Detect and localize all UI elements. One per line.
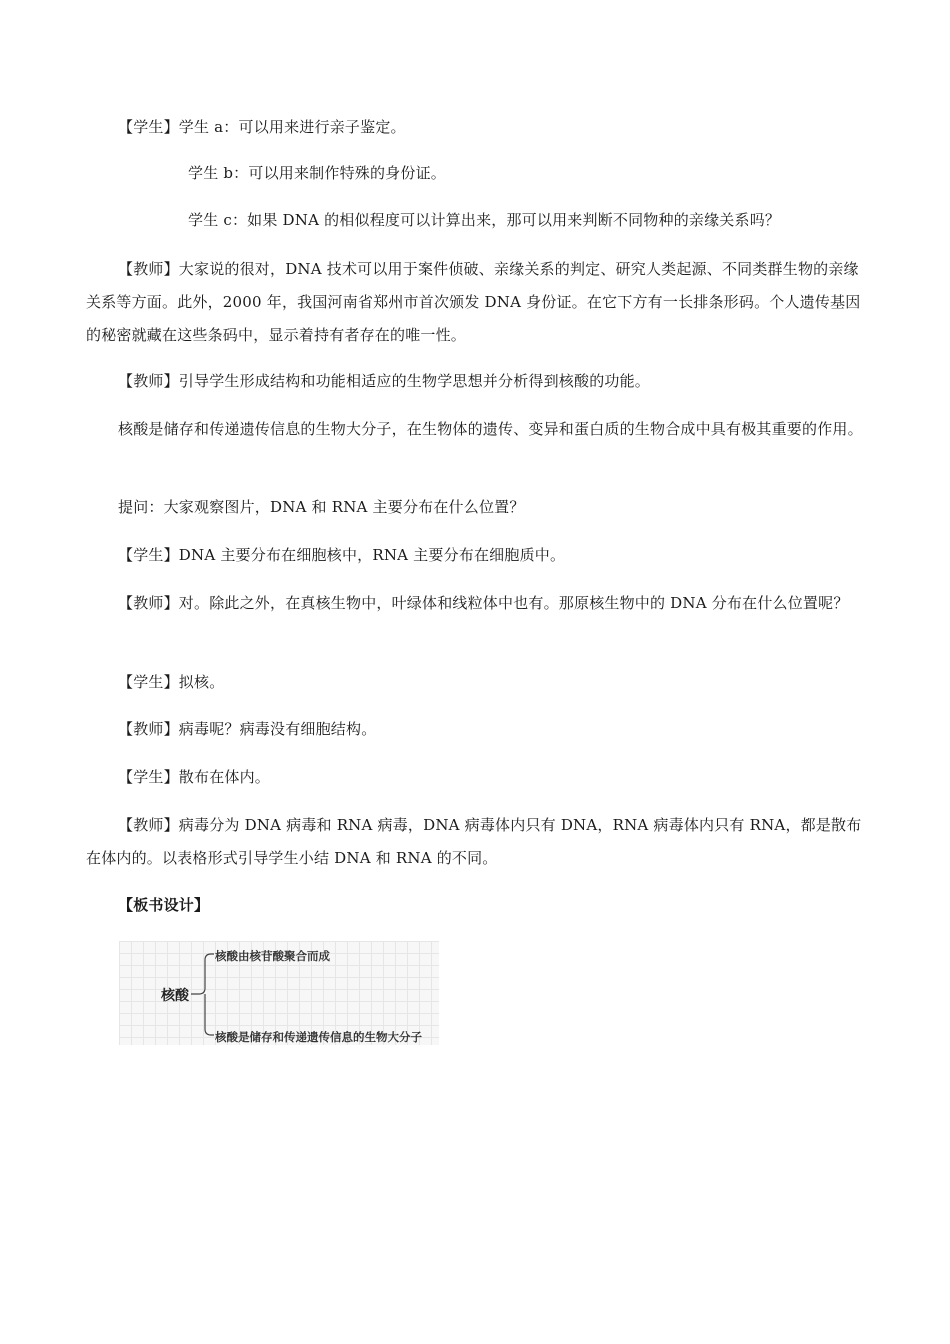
paragraph-teacher-virus-types: 【教师】病毒分为 DNA 病毒和 RNA 病毒，DNA 病毒体内只有 DNA，RNA 病毒体内只有 RNA，都是散布在体内的。以表格形式引导学生小结 DNA 和 RNA 的不同。 [86,816,862,867]
paragraph-student-b: 学生 b：可以用来制作特殊的身份证。 [188,164,446,182]
paragraph-teacher-prokaryote: 【教师】对。除此之外，在真核生物中，叶绿体和线粒体中也有。那原核生物中的 DNA 分布在什么位置呢？ [118,594,849,612]
mindmap-child-node: 核酸由核苷酸聚合而成 [215,949,330,963]
paragraph-student-a: 【学生】学生 a：可以用来进行亲子鉴定。 [118,118,406,136]
board-design-heading: 【板书设计】 [118,896,210,914]
paragraph-nucleic-acid-function: 核酸是储存和传递遗传信息的生物大分子，在生物体的遗传、变异和蛋白质的生物合成中具有极其重要的作用。 [118,420,863,438]
mindmap-child-node: 核酸是储存和传递遗传信息的生物大分子 [215,1030,422,1044]
paragraph-question: 提问：大家观察图片，DNA 和 RNA 主要分布在什么位置？ [118,498,525,516]
paragraph-student-c: 学生 c：如果 DNA 的相似程度可以计算出来，那可以用来判断不同物种的亲缘关系吗？ [188,211,781,229]
paragraph-teacher-virus: 【教师】病毒呢？病毒没有细胞结构。 [118,720,377,738]
paragraph-student-nucleoid: 【学生】拟核。 [118,673,225,691]
board-design-mindmap [119,941,439,1045]
paragraph-student-scattered: 【学生】散布在体内。 [118,768,271,786]
paragraph-student-distribution: 【学生】DNA 主要分布在细胞核中，RNA 主要分布在细胞质中。 [118,546,566,564]
mindmap-root-node: 核酸 [161,988,189,1004]
paragraph-teacher-guide: 【教师】引导学生形成结构和功能相适应的生物学思想并分析得到核酸的功能。 [118,372,651,390]
paragraph-teacher-dna-uses: 【教师】大家说的很对，DNA 技术可以用于案件侦破、亲缘关系的判定、研究人类起源、不同类群生物的亲缘关系等方面。此外，2000 年，我国河南省郑州市首次颁发 DNA 身份证。在它下方有一长排条形码。个人遗传基因的秘密就藏在这些条码中，显示着持有者存在的唯一性。 [86,260,861,344]
